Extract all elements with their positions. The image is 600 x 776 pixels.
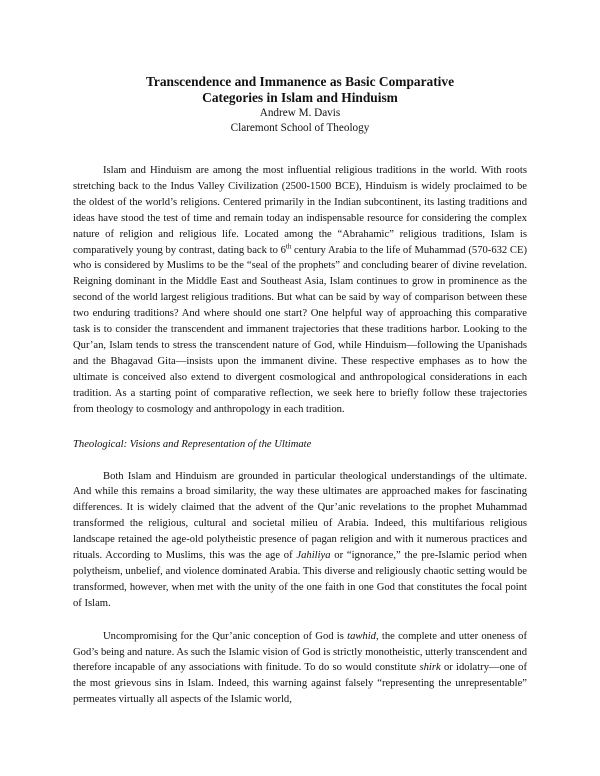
paper-title	[73, 74, 527, 106]
author-affiliation: Claremont School of Theology	[230, 122, 370, 134]
body-paragraph-2	[73, 469, 527, 612]
para3-text-3: or idolatry—one of the most grievous sins in Islam. Indeed, this warning against falsely “representing the unrepresentable” permeates virtually all aspects of the Islamic world,	[73, 662, 527, 706]
section-heading: Theological: Visions and Representation of the Ultimate	[73, 438, 312, 450]
intro-text-1: Islam and Hinduism are among the most influential religious traditions in the world. With roots stretching back to the Indus Valley Civilization (2500-1500 BCE), Hinduism is widely proclaimed to be the oldest of the world’s religions. Centered primarily in the Indian subcontinent, its lasting traditions and ideas have stood the test of time and remain today an indispensable resource for considering the complex nature of religion and religious life. Located among the “Abrahamic” religious traditions, Islam is comparatively young by contrast, dating back to 6	[73, 165, 527, 256]
body-paragraph-3	[73, 629, 527, 709]
title-line-1: Transcendence and Immanence as Basic Comparative	[145, 74, 455, 89]
author-name: Andrew M. Davis	[259, 107, 341, 119]
para2-text-2: or “ignorance,” the pre-Islamic period when polytheism, unbelief, and violence dominated Arabia. This diverse and religiously chaotic setting would be transformed, however, when met with the unity of the one faith in one God that constitutes the focal point of Islam.	[73, 550, 527, 609]
ordinal-superscript: th	[285, 242, 292, 250]
para3-term-tawhid: tawhid	[347, 630, 376, 642]
intro-text-2: century Arabia to the life of Muhammad (570-632 CE) who is considered by Muslims to be the “seal of the prophets” and concluding bearer of divine revelation. Reigning dominant in the Middle East and Southeast Asia, Islam continues to grow in prominence as the second of the world largest religious traditions. But what can be said by way of comparison between these two enduring traditions? And where should one start? One helpful way of approaching this comparative task is to consider the transcendent and immanent trajectories that these traditions harbor. Looking to the Qur’an, Islam tends to stress the transcendent nature of God, while Hinduism—following the Upanishads and the Bhagavad Gita—insists upon the immanent divine. These respective emphases as to how the ultimate is conceived also extend to divergent cosmological and anthropological considerations in each tradition. As a starting point of comparative reflection, we seek here to briefly follow these trajectories from theology to cosmology and anthropology in each tradition.	[73, 244, 527, 415]
para2-text-1: Both Islam and Hinduism are grounded in particular theological understandings of the ultimate. And while this remains a broad similarity, the way these ultimates are approached makes for fascinating differences. It is widely claimed that the advent of the Qur’anic revelations to the prophet Muhammad transformed the religious, cultural and societal milieu of Arabia. Indeed, this multifarious religious landscape retained the age-old polytheistic presence of pagan religion and with it numerous practices and rituals. According to Muslims, this was the age of	[73, 470, 527, 562]
para2-term-jahiliya: Jahiliya	[296, 550, 331, 562]
para3-term-shirk: shirk	[419, 662, 441, 674]
para3-text-2: , the complete and utter oneness of God’s being and nature. As such the Islamic vision of God is strictly monotheistic, utterly transcendent and therefore incapable of any associations with finitude. To do so would constitute	[73, 630, 527, 674]
para3-text-1: Uncompromising for the Qur’anic conception of God is	[103, 630, 348, 642]
title-line-2: Categories in Islam and Hinduism	[202, 90, 398, 105]
intro-paragraph	[73, 163, 527, 418]
